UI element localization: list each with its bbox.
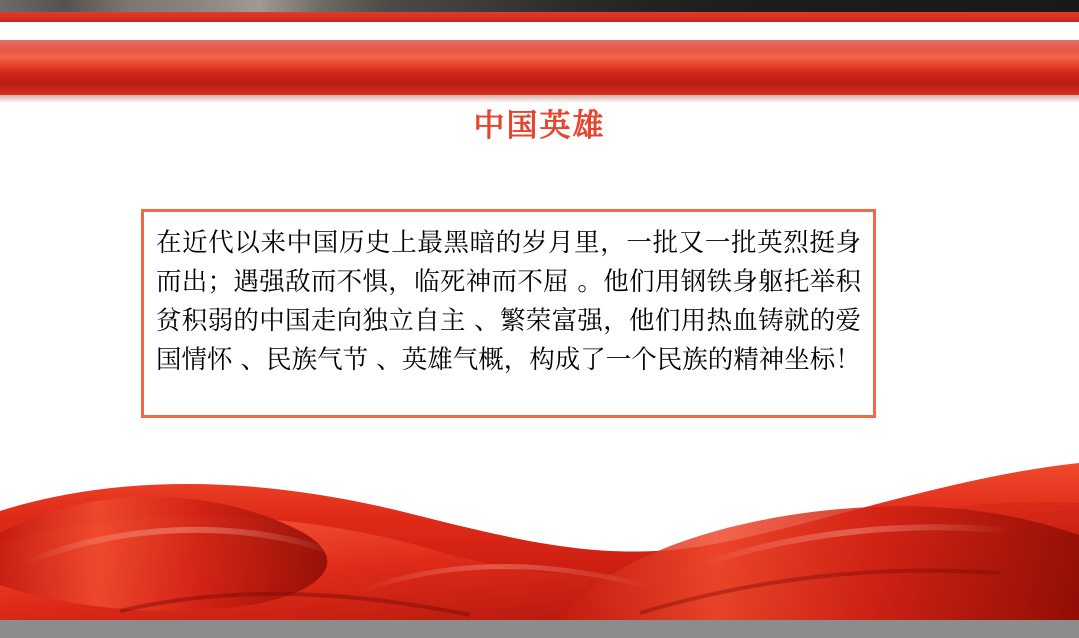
red-silk-graphic <box>0 415 1079 620</box>
body-text: 在近代以来中国历史上最黑暗的岁月里，一批又一批英烈挺身而出；遇强敌而不惧，临死神而不屈 。他们用钢铁身躯托举积贫积弱的中国走向独立自主 、繁荣富强，他们用热血铸就的爱国情怀 、民族气节 、英雄气概，构成了一个民族的精神坐标！ <box>156 228 861 375</box>
top-photo-strip <box>0 0 1079 22</box>
red-ribbon-band-shadow <box>0 95 1079 103</box>
red-ribbon-band <box>0 40 1079 95</box>
body-text-box <box>141 209 876 418</box>
red-silk-svg <box>0 415 1079 620</box>
page-title: 中国英雄 <box>473 108 606 143</box>
top-photo-strip-red-edge <box>0 12 1079 22</box>
bottom-bar <box>0 620 1079 638</box>
